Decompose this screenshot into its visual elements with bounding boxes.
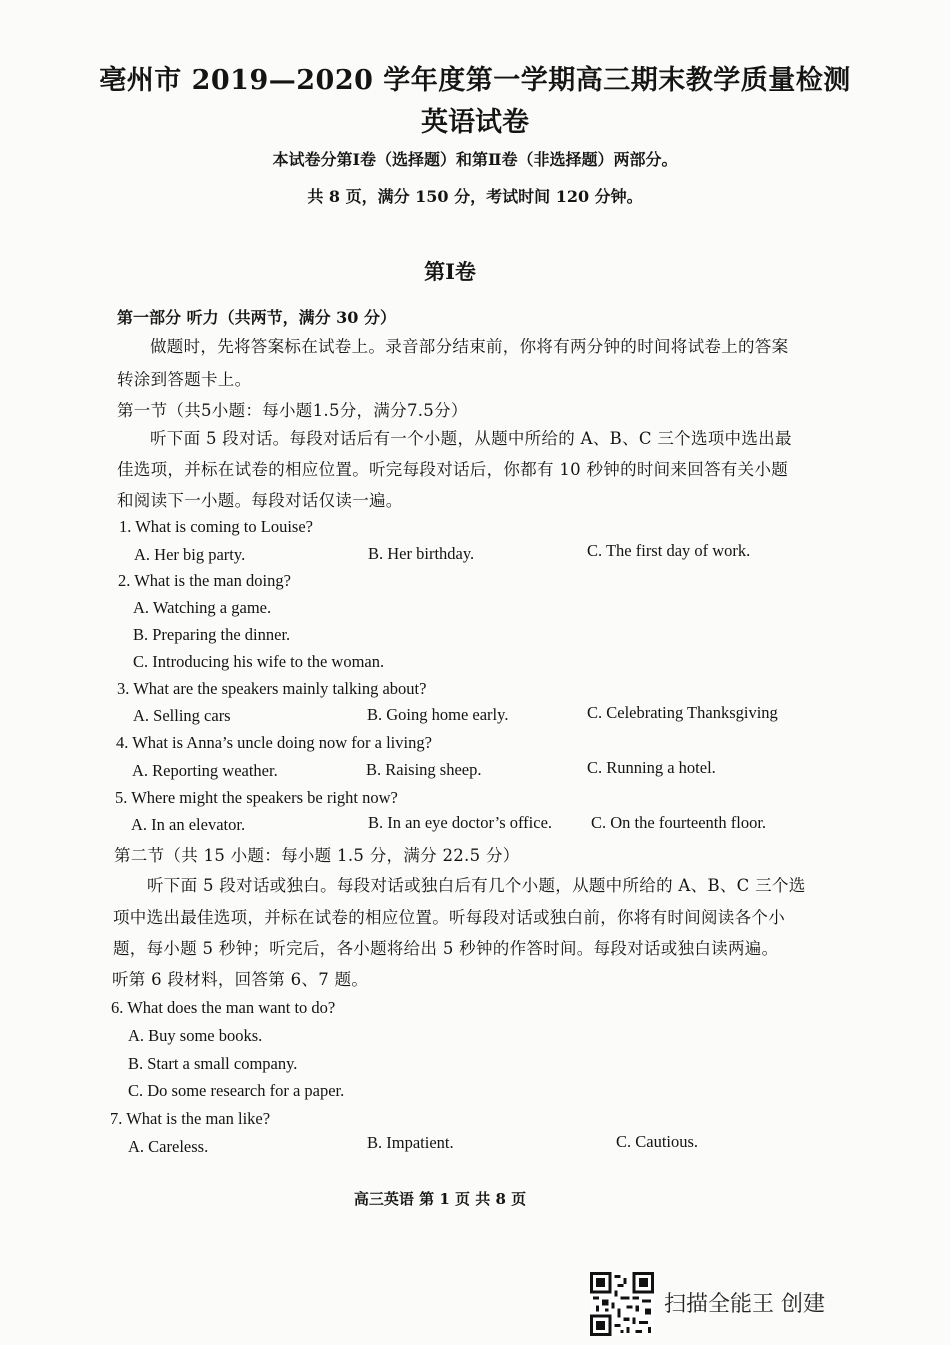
section2-instruction-line: 题，每小题 5 秒钟；听完后，各小题将给出 5 秒钟的作答时间。每段对话或独白读两遍。 [113, 939, 779, 958]
exam-subtitle: 英语试卷 [421, 107, 529, 138]
option-a: A. Her big party. [134, 545, 246, 564]
option-b: B. Raising sheep. [366, 760, 482, 779]
page-footer: 高三英语 第 1 页 共 8 页 [353, 1190, 527, 1208]
option-b: B. Her birthday. [368, 544, 475, 563]
option-c: C. Do some research for a paper. [128, 1081, 345, 1100]
option-a: A. Buy some books. [128, 1026, 263, 1045]
option-a: A. Reporting weather. [132, 761, 278, 780]
exam-info-structure: 本试卷分第Ⅰ卷（选择题）和第Ⅱ卷（非选择题）两部分。 [272, 150, 678, 169]
option-a: A. Watching a game. [133, 598, 272, 617]
question-text: 7. What is the man like? [110, 1109, 271, 1128]
exam-title: 亳州市 2019—2020 学年度第一学期高三期末教学质量检测 [99, 65, 851, 96]
option-a: A. Selling cars [133, 706, 231, 725]
part1-heading: 第一部分 听力（共两节，满分 30 分） [117, 308, 396, 327]
volume-title: 第Ⅰ卷 [424, 259, 476, 284]
section1-heading: 第一节（共5小题：每小题1.5分，满分7.5分） [117, 401, 468, 420]
option-b: B. In an eye doctor’s office. [368, 813, 553, 832]
section2-instruction-line: 项中选出最佳选项，并标在试卷的相应位置。听每段对话或独白前，你将有时间阅读各个小 [113, 908, 785, 927]
section1-instruction-line: 听下面 5 段对话。每段对话后有一个小题，从题中所给的 A、B、C 三个选项中选出最 [150, 429, 792, 448]
section1-instruction-line: 佳选项，并标在试卷的相应位置。听完每段对话后，你都有 10 秒钟的时间来回答有关小题 [117, 460, 789, 479]
option-b: B. Going home early. [367, 705, 509, 724]
question-text: 5. Where might the speakers be right now? [115, 788, 398, 807]
option-c: C. Celebrating Thanksgiving [587, 703, 778, 722]
question-text: 4. What is Anna’s uncle doing now for a living? [116, 733, 432, 752]
question-text: 2. What is the man doing? [118, 571, 291, 590]
material-instruction: 听第 6 段材料，回答第 6、7 题。 [112, 970, 369, 989]
exam-info-pages: 共 8 页，满分 150 分，考试时间 120 分钟。 [307, 187, 643, 206]
option-c: C. Cautious. [616, 1132, 699, 1151]
section1-instruction-line: 和阅读下一小题。每段对话仅读一遍。 [117, 491, 403, 510]
option-b: B. Preparing the dinner. [133, 625, 291, 644]
option-a: A. Careless. [128, 1137, 209, 1156]
option-c: C. The first day of work. [587, 541, 751, 560]
section2-heading: 第二节（共 15 小题：每小题 1.5 分，满分 22.5 分） [114, 846, 520, 865]
option-c: C. Running a hotel. [587, 758, 716, 777]
question-text: 6. What does the man want to do? [111, 998, 336, 1017]
section2-instruction-line: 听下面 5 段对话或独白。每段对话或独白后有几个小题，从题中所给的 A、B、C 三个选 [147, 876, 806, 895]
option-a: A. In an elevator. [131, 815, 246, 834]
question-text: 1. What is coming to Louise? [119, 517, 313, 536]
scanner-watermark-label: 扫描全能王 创建 [664, 1292, 825, 1317]
option-b: B. Start a small company. [128, 1054, 298, 1073]
option-c: C. Introducing his wife to the woman. [133, 652, 385, 671]
option-c: C. On the fourteenth floor. [591, 813, 767, 832]
option-b: B. Impatient. [367, 1133, 454, 1152]
part1-intro-line: 做题时，先将答案标在试卷上。录音部分结束前，你将有两分钟的时间将试卷上的答案 [150, 337, 789, 356]
qr-code-icon [590, 1272, 654, 1336]
question-text: 3. What are the speakers mainly talking about? [117, 679, 427, 698]
part1-intro-line: 转涂到答题卡上。 [117, 370, 252, 389]
